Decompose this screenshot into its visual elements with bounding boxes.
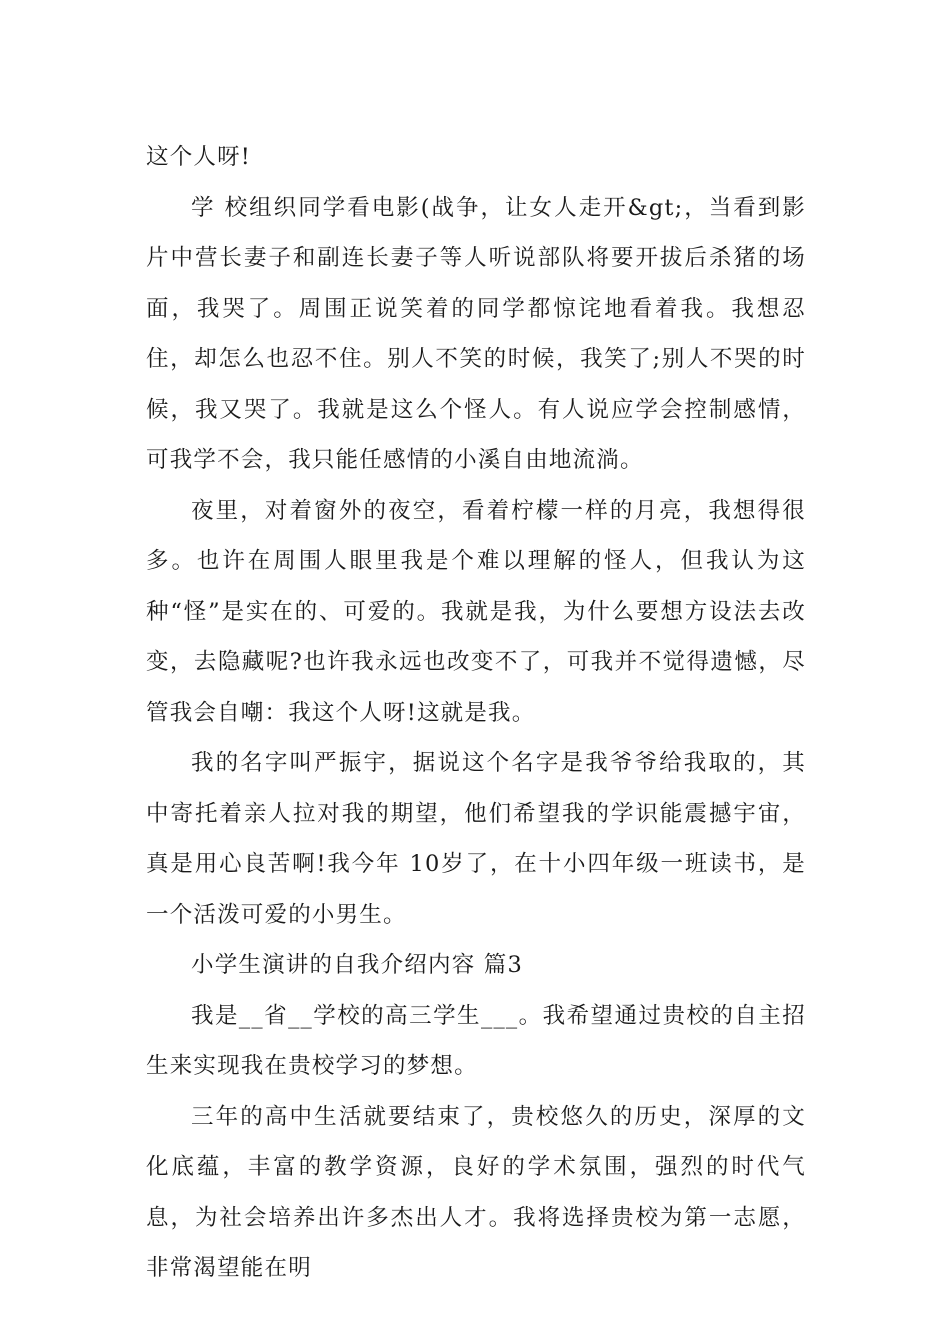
- document-body: [146, 132, 806, 1294]
- paragraph-6: 三年的高中生活就要结束了，贵校悠久的历史，深厚的文化底蕴，丰富的教学资源，良好的学术氛围，强烈的时代气息，为社会培养出许多杰出人才。我将选择贵校为第一志愿，非常渴望能在明: [146, 1103, 806, 1281]
- paragraph-5: 我是__省__学校的高三学生___。我希望通过贵校的自主招生来实现我在贵校学习的梦想。: [146, 1002, 806, 1079]
- paragraph-1: 这个人呀!: [146, 144, 252, 170]
- section-heading: 小学生演讲的自我介绍内容 篇3: [191, 952, 523, 978]
- paragraph-2: 学 校组织同学看电影(战争，让女人走开&gt;，当看到影片中营长妻子和副连长妻子等人听说部队将要开拔后杀猪的场面，我哭了。周围正说笑着的同学都惊诧地看着我。我想忍住，却怎么也忍不住。别人不笑的时候，我笑了;别人不哭的时候，我又哭了。我就是这么个怪人。有人说应学会控制感情，可我学不会，我只能任感情的小溪自由地流淌。: [146, 194, 806, 473]
- paragraph-3: 夜里，对着窗外的夜空，看着柠檬一样的月亮，我想得很多。也许在周围人眼里我是个难以理解的怪人，但我认为这种“怪”是实在的、可爱的。我就是我，为什么要想方设法去改变，去隐藏呢?也许我永远也改变不了，可我并不觉得遗憾，尽管我会自嘲：我这个人呀!这就是我。: [146, 497, 806, 726]
- paragraph-4: 我的名字叫严振宇，据说这个名字是我爷爷给我取的，其中寄托着亲人拉对我的期望，他们希望我的学识能震撼宇宙，真是用心良苦啊!我今年 10岁了，在十小四年级一班读书，是一个活泼可爱的小男生。: [146, 750, 806, 928]
